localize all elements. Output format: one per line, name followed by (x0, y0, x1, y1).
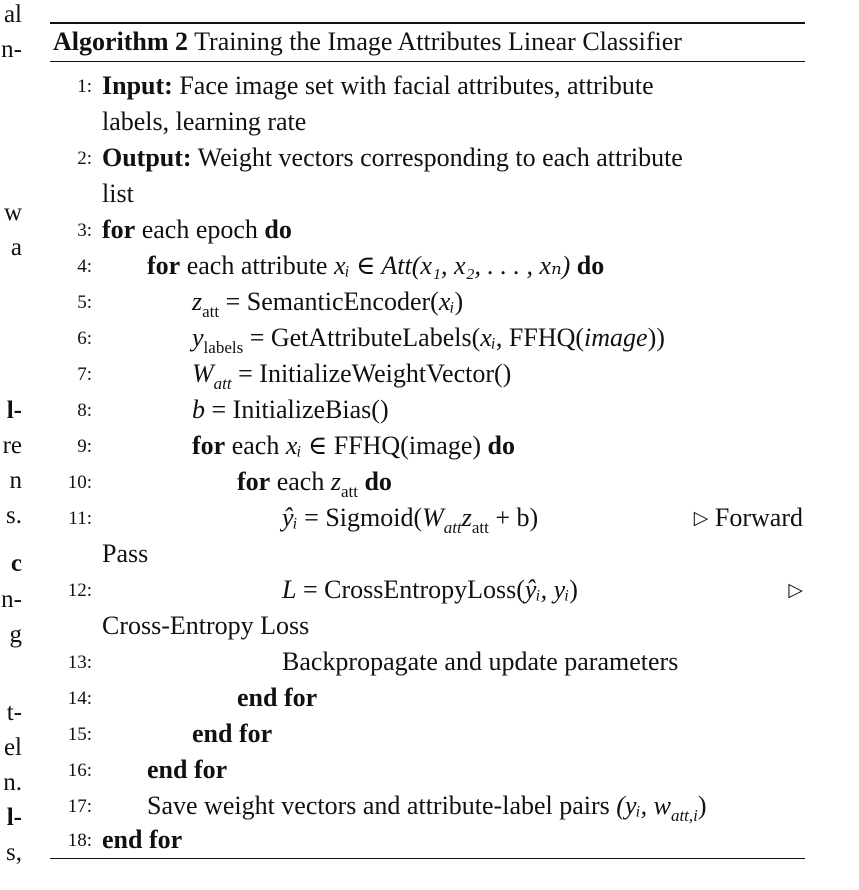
line-text: = CrossEntropyLoss( (296, 575, 525, 604)
fragment: l- (6, 397, 22, 424)
algorithm-line-continuation (50, 176, 805, 212)
algorithm-line (50, 822, 805, 858)
line-text: each attribute (180, 251, 334, 280)
math-subscript: att (340, 482, 358, 501)
algorithm-line (50, 320, 805, 356)
line-text: = SemanticEncoder( (219, 287, 439, 316)
keyword-for: for (147, 251, 181, 280)
line-text: , FFHQ( (495, 323, 585, 352)
fragment: c (10, 550, 22, 577)
line-number: 15: (67, 724, 92, 745)
fragment: el (3, 734, 22, 761)
algorithm-line (50, 644, 805, 680)
keyword-end-for: end for (237, 683, 318, 712)
line-number: 8: (77, 400, 92, 421)
line-text: each (225, 431, 286, 460)
algorithm-line (50, 284, 805, 320)
math-var: b (192, 395, 205, 424)
line-text: )) (647, 323, 665, 352)
line-text: Cross-Entropy Loss (102, 611, 310, 640)
line-text: Pass (102, 539, 149, 568)
fragment: l- (6, 804, 22, 831)
keyword-end-for: end for (102, 825, 183, 854)
keyword-for: for (102, 215, 136, 244)
algorithm-line (50, 428, 805, 464)
keyword-input: Input: (102, 71, 173, 100)
line-text: + b) (488, 503, 539, 532)
keyword-do: do (264, 215, 292, 244)
fragment: al (3, 1, 22, 28)
line-text: labels, learning rate (102, 107, 307, 136)
line-text: = InitializeBias() (205, 395, 389, 424)
fragment: t- (6, 699, 22, 726)
math-expression: (yᵢ, w (616, 791, 671, 820)
line-text: list (102, 179, 134, 208)
keyword-do: do (487, 431, 516, 460)
line-number: 6: (77, 328, 92, 349)
fragment: n- (1, 586, 22, 613)
line-number: 17: (67, 796, 92, 817)
algorithm-line (50, 680, 805, 716)
line-number: 3: (77, 220, 92, 241)
algorithm-line (50, 788, 805, 824)
math-var: z (330, 467, 341, 496)
math-subscript: att (471, 518, 489, 537)
fragment: n (9, 467, 22, 494)
line-text: ) (569, 575, 578, 604)
algorithm-line (50, 248, 805, 284)
comment (694, 500, 803, 539)
math-var: y (192, 323, 204, 352)
line-number: 2: (77, 148, 92, 169)
line-text: = GetAttributeLabels( (243, 323, 481, 352)
comment-triangle-icon: ▷ (693, 508, 709, 529)
algorithm-line (50, 500, 805, 536)
line-number: 7: (77, 364, 92, 385)
keyword-end-for: end for (147, 755, 228, 784)
bottom-rule (50, 858, 805, 859)
math-var: ŷᵢ, yᵢ (524, 575, 570, 604)
algorithm-line (50, 140, 805, 176)
algorithm-line-continuation (50, 104, 805, 140)
math-var: z (192, 287, 203, 316)
algorithm-line (50, 464, 805, 500)
math-var: xᵢ (480, 323, 496, 352)
math-subscript: labels (203, 338, 244, 357)
line-text: = Sigmoid( (297, 503, 423, 532)
line-text: ) (697, 791, 707, 820)
algorithm-line (50, 716, 805, 752)
keyword-for: for (237, 467, 271, 496)
fragment: s, (6, 839, 22, 866)
algorithm-line (50, 752, 805, 788)
algorithm-line-continuation (50, 608, 805, 644)
math-var: ŷᵢ (282, 503, 298, 532)
line-text: each (270, 467, 331, 496)
algorithm-line (50, 212, 805, 248)
math-subscript: att,i (670, 806, 698, 825)
caption-rule (50, 61, 805, 62)
math-var: z (461, 503, 472, 532)
line-text: Weight vectors corresponding to each attribute (191, 143, 683, 172)
line-text: Save weight vectors and attribute-label pairs (147, 791, 617, 820)
algorithm-line-continuation (50, 536, 805, 572)
keyword-do: do (364, 467, 392, 496)
line-number: 10: (67, 472, 92, 493)
math-subscript: att (202, 302, 220, 321)
algorithm-line (50, 68, 805, 104)
math-var: L (282, 575, 297, 604)
line-number: 16: (67, 760, 92, 781)
keyword-for: for (192, 431, 226, 460)
line-number: 14: (67, 688, 92, 709)
algorithm-line (50, 572, 805, 608)
fragment: g (9, 621, 22, 648)
line-text: Backpropagate and update parameters (282, 647, 679, 676)
line-text: Face image set with facial attributes, attribute (172, 71, 654, 100)
comment-triangle-icon: ▷ (788, 580, 803, 601)
math-var: xᵢ (285, 431, 302, 460)
keyword-do: do (576, 251, 605, 280)
line-number: 1: (77, 76, 92, 97)
line-number: 4: (77, 256, 92, 277)
math-subscript: att (443, 518, 462, 537)
line-number: 11: (68, 508, 92, 529)
line-number: 5: (77, 292, 92, 313)
line-text: ) (454, 287, 464, 316)
line-number: 18: (67, 830, 92, 851)
math-subscript: att (213, 374, 232, 393)
line-number: 13: (67, 652, 92, 673)
fragment: a (10, 234, 22, 261)
math-var: image (584, 323, 648, 352)
math-var: xᵢ (438, 287, 455, 316)
math-expression: xᵢ ∈ Att(x₁, x₂, . . . , xₙ) (333, 251, 571, 280)
line-number: 9: (77, 436, 92, 457)
comment (788, 572, 803, 611)
line-text: ∈ FFHQ(image) (301, 431, 488, 460)
top-rule (50, 22, 805, 24)
keyword-end-for: end for (192, 719, 273, 748)
fragment: s. (6, 502, 22, 529)
math-var: W (422, 503, 444, 532)
algorithm-line (50, 356, 805, 392)
line-number: 12: (67, 580, 92, 601)
algorithm-caption (53, 27, 682, 57)
fragment: n- (1, 36, 22, 63)
math-var: W (192, 359, 214, 388)
fragment: w (3, 199, 22, 226)
algorithm-label: Algorithm 2 (53, 27, 189, 56)
fragment: re (2, 432, 22, 459)
line-text: = InitializeWeightVector() (231, 359, 512, 388)
left-column-fragments (0, 0, 22, 890)
keyword-output: Output: (102, 143, 192, 172)
algorithm-title: Training the Image Attributes Linear Classifier (194, 27, 682, 56)
line-text: each epoch (135, 215, 265, 244)
algorithm-line (50, 392, 805, 428)
fragment: n. (3, 769, 22, 796)
comment-text: Forward (714, 503, 803, 532)
